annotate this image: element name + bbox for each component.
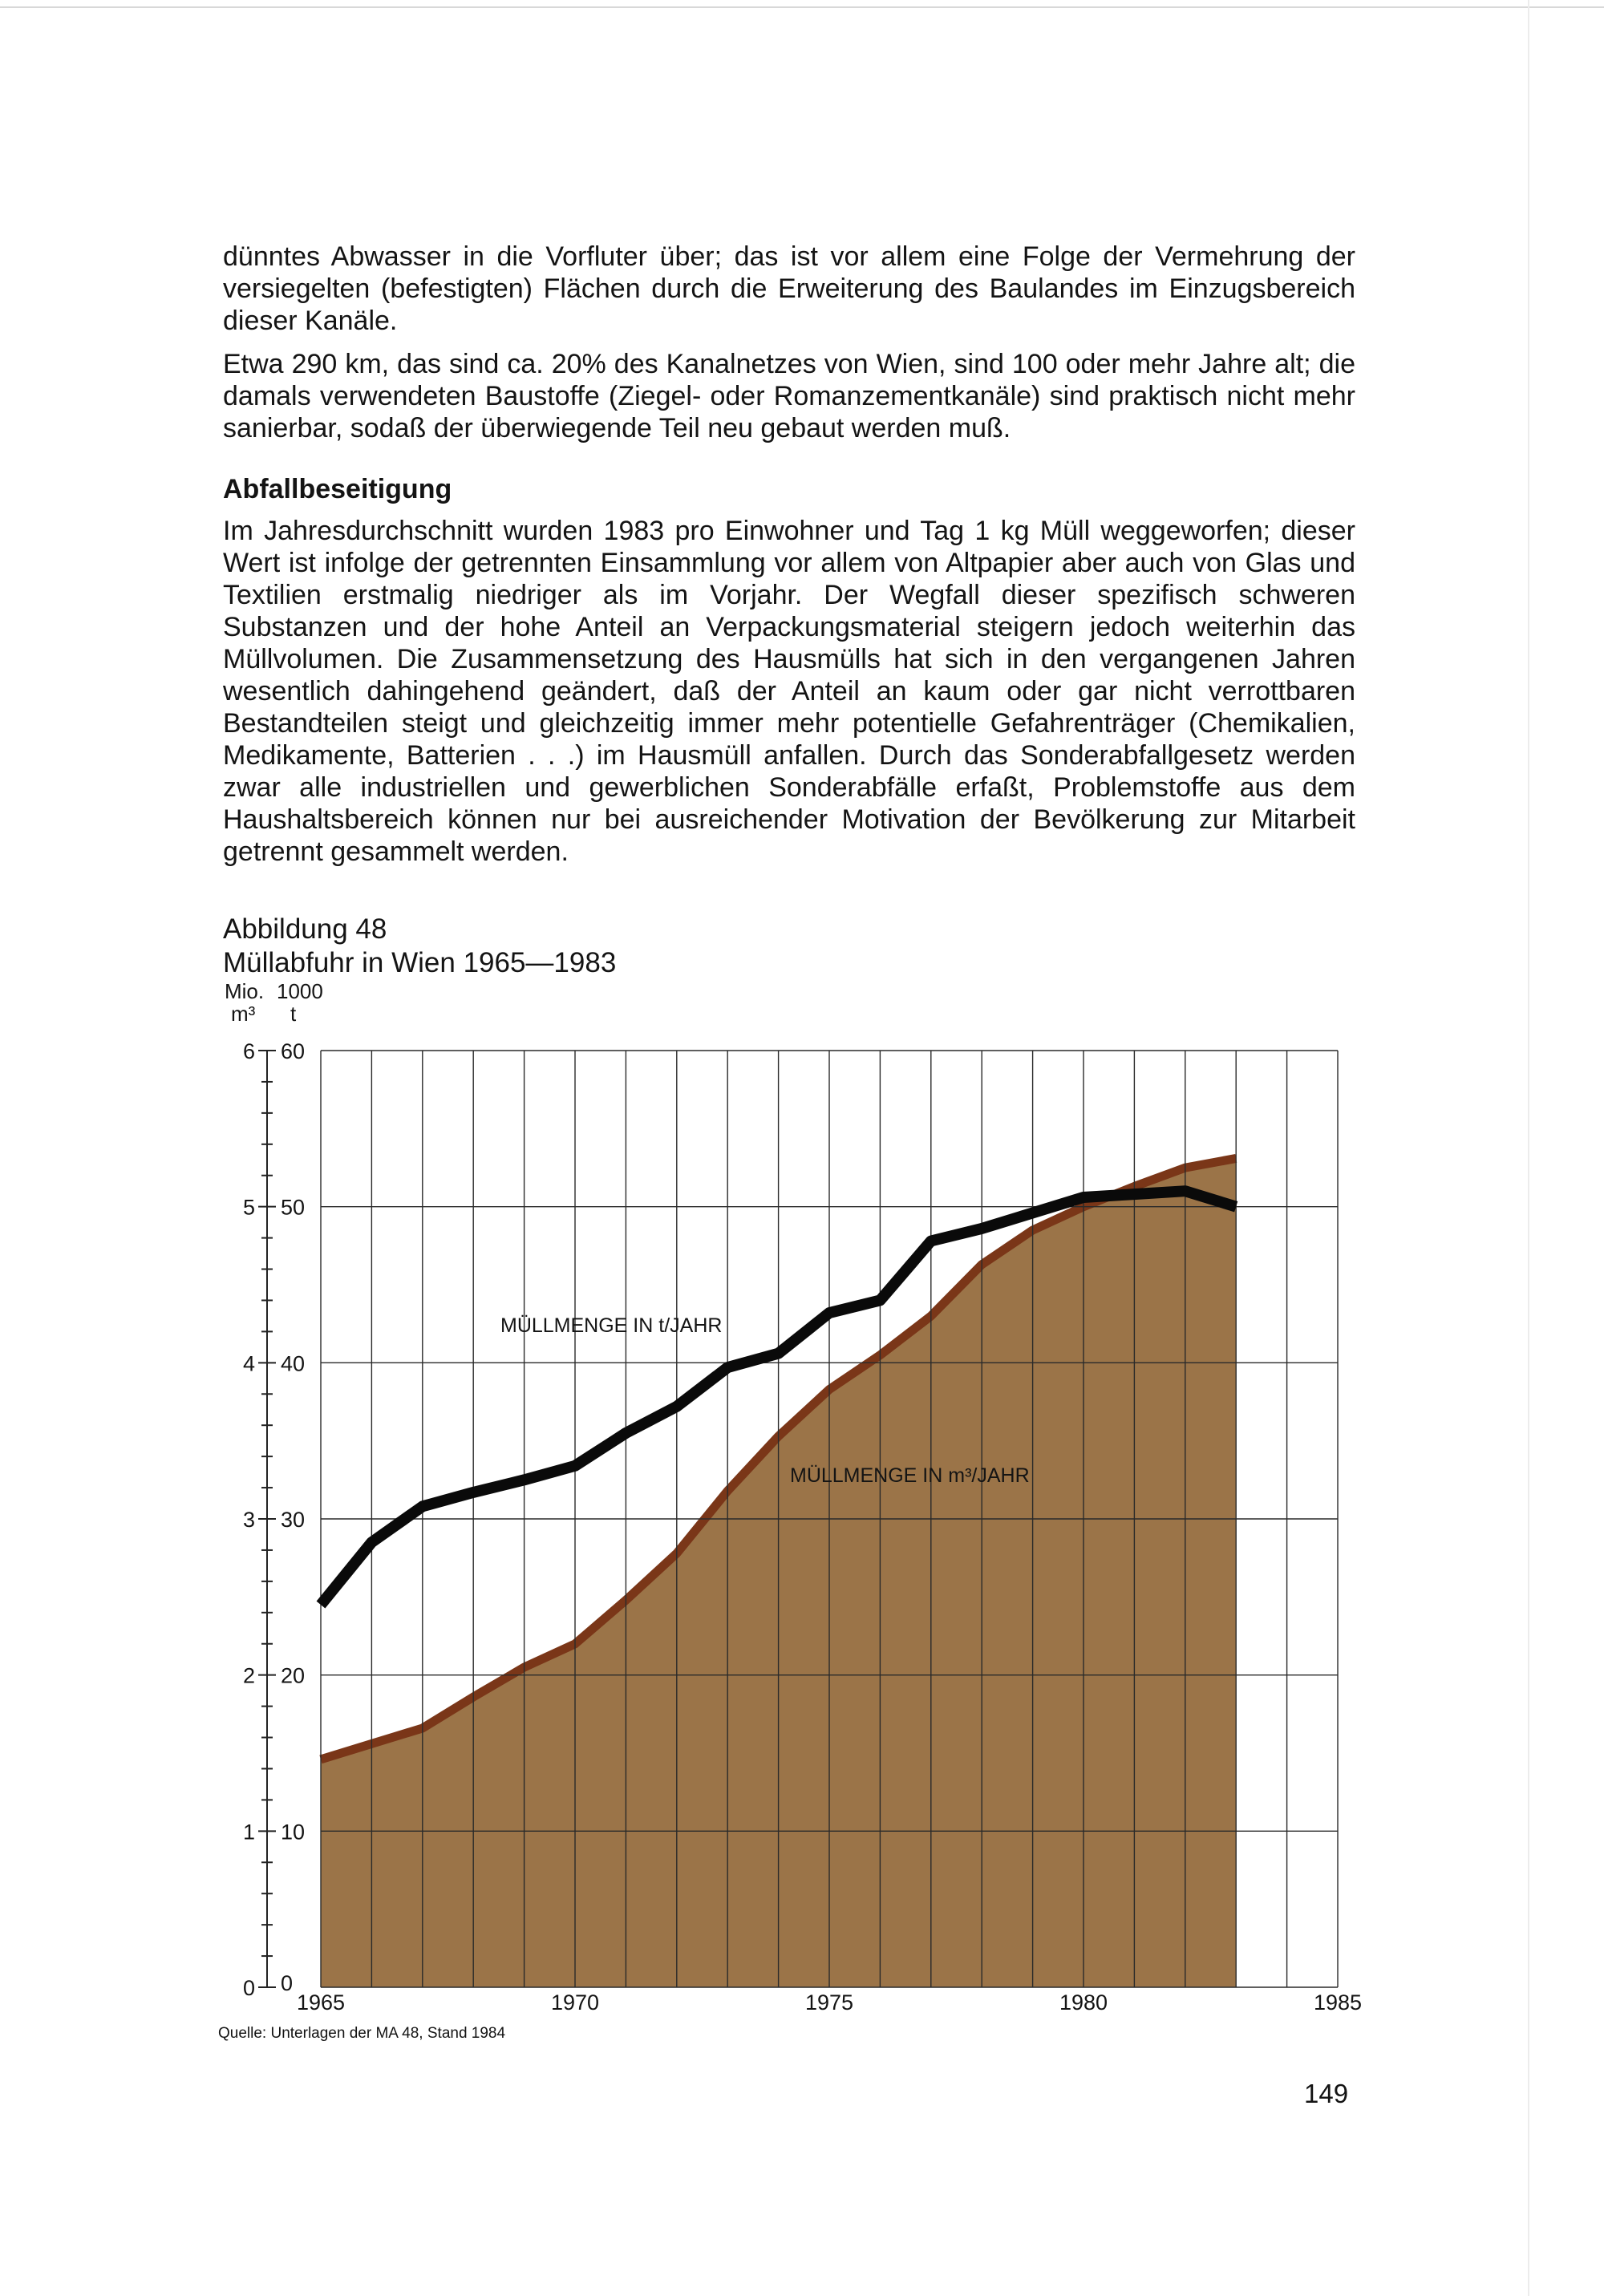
left-axis-tick-label: 4 bbox=[242, 1351, 255, 1376]
left-axis-tick-label: 0 bbox=[242, 1976, 255, 2000]
right-axis-tick-label: 30 bbox=[281, 1508, 306, 1532]
page-number: 149 bbox=[1304, 2079, 1349, 2108]
right-axis-unit: t bbox=[290, 1002, 297, 1026]
right-axis-tick-label: 20 bbox=[281, 1663, 306, 1688]
x-tick-label: 1985 bbox=[1313, 1990, 1363, 2015]
right-axis-tick-label: 10 bbox=[281, 1820, 306, 1844]
annotation-tonnage: MÜLLMENGE IN t/JAHR bbox=[500, 1314, 723, 1337]
left-axis-unit: m³ bbox=[231, 1002, 256, 1026]
left-axis-tick-label: 1 bbox=[242, 1820, 255, 1844]
right-axis-tick-label: 50 bbox=[281, 1195, 306, 1220]
left-axis-unit-top: Mio. bbox=[225, 979, 265, 1003]
x-tick-label: 1975 bbox=[804, 1990, 854, 2015]
right-axis-tick-label: 40 bbox=[281, 1351, 306, 1376]
figure-label: Abbildung 48 bbox=[223, 913, 387, 945]
x-tick-label: 1965 bbox=[296, 1990, 346, 2015]
left-axis-tick-label: 3 bbox=[242, 1508, 255, 1532]
right-axis-unit-top: 1000 bbox=[277, 979, 323, 1003]
x-tick-label: 1970 bbox=[550, 1990, 600, 2015]
body-paragraph-1: dünntes Abwasser in die Vorfluter über; das ist vor allem eine Folge der Vermehrung der versiegelten (befestigten) Flächen durch die Erweiterung des Baulandes im Einzugsbereich dieser Kanäle. bbox=[223, 241, 1355, 336]
right-axis-tick-label: 60 bbox=[281, 1039, 306, 1063]
annotation-volume: MÜLLMENGE IN m³/JAHR bbox=[790, 1464, 1030, 1487]
section-heading: Abfallbeseitigung bbox=[223, 474, 452, 504]
figure-source: Quelle: Unterlagen der MA 48, Stand 1984 bbox=[218, 2025, 506, 2042]
section-paragraph: Im Jahresdurchschnitt wurden 1983 pro Einwohner und Tag 1 kg Müll weggeworfen; dieser Wert ist infolge der getrennten Einsammlung vor allem von Altpapier aber auch von Glas und Textilien erstmalig niedriger als im Vorjahr. Der Wegfall dieser spezifisch schweren Substanzen und der hohe Anteil an Verpackungsmaterial steigern jedoch weiterhin das Müllvolumen. Die Zusammensetzung des Hausmülls hat sich in den vergangenen Jahren wesentlich dahingehend geändert, daß der Anteil an kaum oder gar nicht verrottbaren Bestandteilen steigt und gleichzeitig immer mehr potentielle Gefahrenträger (Chemikalien, Medikamente, Batterien . . .) im Hausmüll anfallen. Durch das Sonderabfallgesetz werden zwar alle industriellen und gewerblichen Sonderabfälle erfaßt, Problemstoffe aus dem Haushaltsbereich können nur bei ausreichender Motivation der Bevölkerung zur Mitarbeit getrennt gesammelt werden. bbox=[223, 516, 1355, 867]
left-axis-tick-label: 2 bbox=[242, 1663, 255, 1688]
right-axis-tick-label: 0 bbox=[281, 1971, 294, 1995]
left-axis-tick-label: 6 bbox=[242, 1039, 255, 1063]
left-axis-tick-label: 5 bbox=[242, 1195, 255, 1220]
figure-title: Müllabfuhr in Wien 1965—1983 bbox=[223, 947, 617, 978]
x-tick-label: 1980 bbox=[1059, 1990, 1108, 2015]
body-paragraph-2: Etwa 290 km, das sind ca. 20% des Kanalnetzes von Wien, sind 100 oder mehr Jahre alt; die damals verwendeten Baustoffe (Ziegel- oder Romanzementkanäle) sind praktisch nicht mehr sanierbar, sodaß der überwiegende Teil neu gebaut werden muß. bbox=[223, 349, 1355, 443]
